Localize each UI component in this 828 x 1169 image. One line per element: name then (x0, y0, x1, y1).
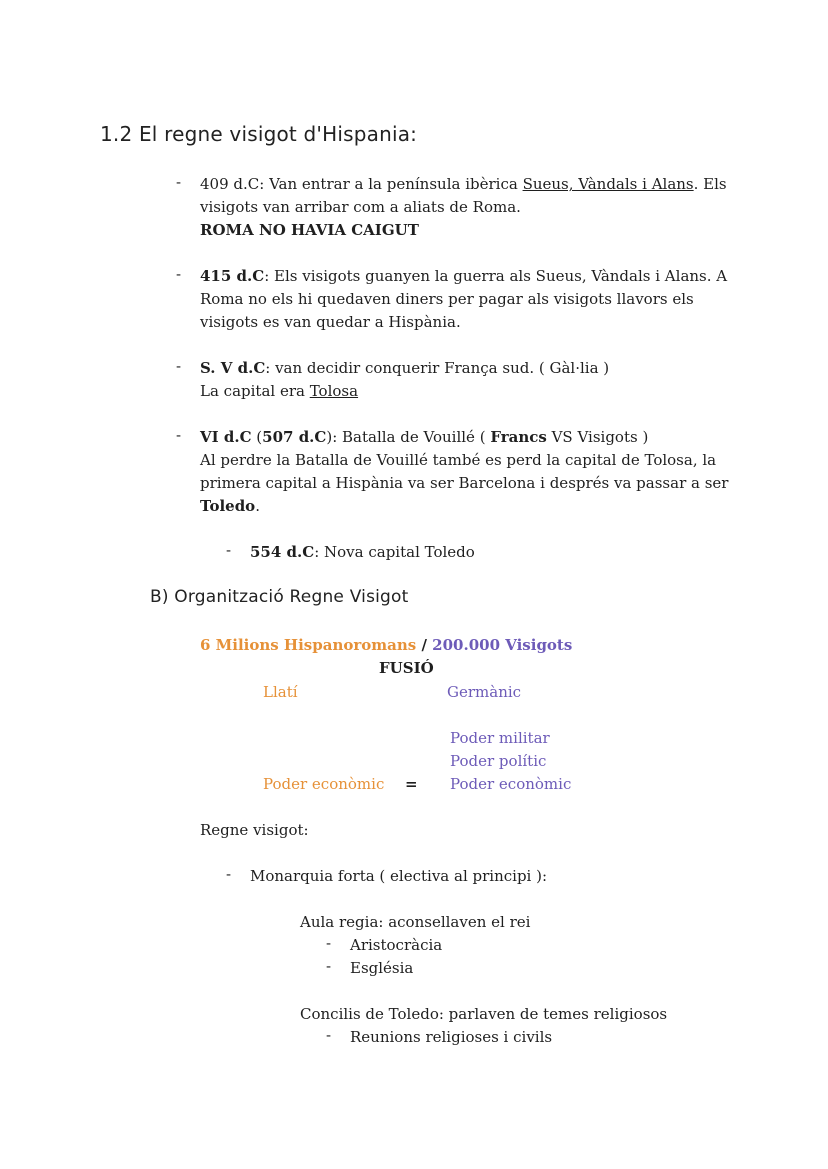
list-item-line: Roma no els hi quedaven diners per pagar als visigots llavors els (200, 290, 694, 308)
concilis-item-reunions: Reunions religioses i civils (350, 1028, 553, 1046)
item-text: : Els visigots guanyen la guerra als Sueus, Vàndals i Alans. A (264, 267, 728, 285)
list-item-line: primera capital a Hispània va ser Barcelona i després va passar a ser (200, 474, 729, 492)
item-date: VI d.C (200, 428, 252, 446)
page-title: 1.2 El regne visigot d'Hispania: (100, 122, 418, 146)
equals-text: = (405, 775, 418, 793)
item-date: S. V d.C (200, 359, 266, 377)
list-item-line (200, 173, 727, 196)
item-text: . (255, 497, 260, 515)
list-item-line (200, 357, 609, 380)
population-line (200, 634, 572, 657)
regne-title: Regne visigot: (200, 821, 309, 839)
aula-regia-text: Aula regia: aconsellaven el rei (300, 913, 531, 931)
emphasis-text: ROMA NO HAVIA CAIGUT (200, 221, 419, 239)
poder-economic-right: Poder econòmic (450, 775, 572, 793)
item-date: 409 d.C (200, 175, 260, 193)
item-text: : van decidir conquerir França sud. ( Gàl·lia ) (265, 359, 610, 377)
fusion-label (379, 657, 434, 680)
bullet-dash: - (176, 173, 182, 191)
item-text: : Nova capital Toledo (314, 543, 475, 561)
item-date: 507 d.C (262, 428, 327, 446)
item-text: La capital era (200, 382, 310, 400)
list-item-line: Al perdre la Batalla de Vouillé també es perd la capital de Tolosa, la (200, 451, 717, 469)
underlined-text: Tolosa (309, 382, 359, 400)
list-item-sv (200, 357, 609, 403)
list-item-line (200, 495, 728, 518)
aula-item-esglesia: Església (350, 959, 414, 977)
bullet-dash: - (176, 426, 182, 444)
bullet-dash: - (176, 357, 182, 375)
concilis-text: Concilis de Toledo: parlaven de temes religiosos (300, 1005, 668, 1023)
poder-politic: Poder polític (450, 752, 547, 770)
item-text: : Van entrar a la península ibèrica (259, 175, 523, 193)
item-date: 554 d.C (250, 543, 315, 561)
sub-list-item-554 (250, 541, 475, 564)
list-item-line (200, 380, 609, 403)
monarchy-item: Monarquia forta ( electiva al principi ): (250, 867, 548, 885)
list-item-line (200, 265, 727, 288)
item-text: . Els (693, 175, 727, 193)
germanic-label: Germànic (447, 683, 522, 701)
item-date: 415 d.C (200, 267, 265, 285)
bullet-dash: - (226, 541, 232, 559)
list-item-vi (200, 426, 728, 518)
list-item-line (200, 426, 728, 449)
aula-item-aristocracia: Aristocràcia (350, 936, 443, 954)
emphasis-text: Francs (490, 428, 547, 446)
list-item-415 (200, 265, 727, 334)
bullet-dash: - (326, 957, 332, 975)
emphasis-text: Toledo (200, 497, 256, 515)
bullet-dash: - (326, 934, 332, 952)
list-item-line: visigots van arribar com a aliats de Roma. (200, 198, 521, 216)
bullet-dash: - (176, 265, 182, 283)
equals-sign (405, 773, 418, 796)
llati-label: Llatí (263, 683, 298, 701)
fusion-text: FUSIÓ (379, 659, 434, 677)
underlined-text: Sueus, Vàndals i Alans (522, 175, 694, 193)
item-text: ): Batalla de Vouillé ( (326, 428, 491, 446)
item-text: ( (251, 428, 263, 446)
section-heading: B) Organització Regne Visigot (150, 587, 409, 607)
item-text: VS Visigots ) (546, 428, 649, 446)
poder-militar: Poder militar (450, 729, 550, 747)
bullet-dash: - (226, 865, 232, 883)
list-item-line: visigots es van quedar a Hispània. (200, 313, 461, 331)
bullet-dash: - (326, 1026, 332, 1044)
visigots-label: 200.000 Visigots (432, 636, 573, 654)
hispanoromans-label: 6 Milions Hispanoromans (200, 636, 417, 654)
separator: / (416, 636, 433, 654)
list-item-409 (200, 173, 727, 242)
poder-economic-left: Poder econòmic (263, 775, 385, 793)
